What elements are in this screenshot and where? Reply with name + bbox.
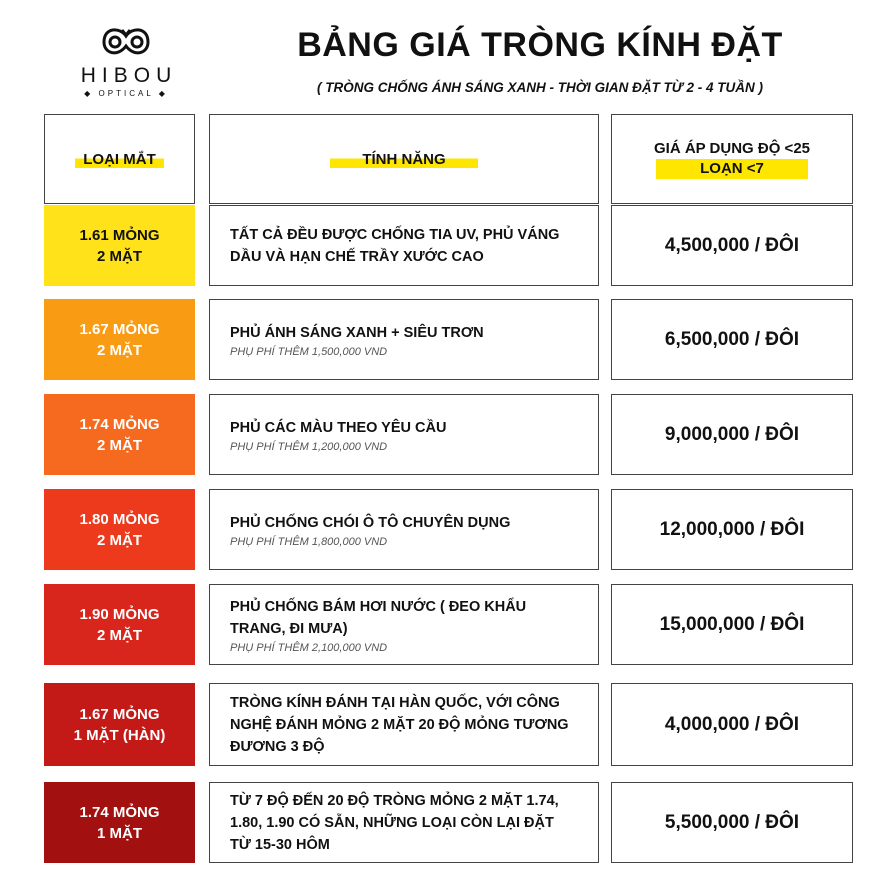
logo-subtitle: ◆ OPTICAL ◆ xyxy=(84,89,168,98)
lens-type-line1: 1.61 MỎNG xyxy=(79,226,160,244)
owl-eyes-icon xyxy=(100,26,152,60)
price-value: 15,000,000 / ĐÔI xyxy=(659,613,805,635)
lens-type-label xyxy=(79,509,159,551)
lens-type-line2: 2 MẶT xyxy=(97,531,142,549)
lens-type-line1: 1.67 MỎNG xyxy=(79,320,160,338)
surcharge-note: PHỤ PHÍ THÊM 1,800,000 VND xyxy=(230,535,388,548)
price-cell xyxy=(611,394,853,475)
lens-type-line2: 2 MẶT xyxy=(97,247,142,265)
feature-cell xyxy=(209,683,599,766)
feature-text: TỪ 7 ĐỘ ĐẾN 20 ĐỘ TRÒNG MỎNG 2 MẶT 1.74, 1.80, 1.90 CÓ SẴN, NHỮNG LOẠI CÒN LẠI ĐẶT TỪ 15-30 HÔM xyxy=(230,792,559,853)
price-value: 9,000,000 / ĐÔI xyxy=(664,423,800,445)
surcharge-note: PHỤ PHÍ THÊM 2,100,000 VND xyxy=(230,641,388,654)
lens-type-line2: 1 MẶT xyxy=(97,824,142,842)
lens-type-cell xyxy=(44,782,195,863)
lens-type-label xyxy=(79,604,159,646)
header-lens-type-label: LOẠI MẮT xyxy=(75,151,164,168)
lens-type-cell xyxy=(44,489,195,570)
feature-text: TẤT CẢ ĐỀU ĐƯỢC CHỐNG TIA UV, PHỦ VÁNG DẦU VÀ HẠN CHẾ TRẦY XƯỚC CAO xyxy=(230,226,560,265)
lens-type-line1: 1.74 MỎNG xyxy=(79,415,160,433)
page-subtitle: ( TRÒNG CHỐNG ÁNH SÁNG XANH - THỜI GIAN ĐẶT TỪ 2 - 4 TUẦN ) xyxy=(317,80,763,95)
price-cell xyxy=(611,782,853,863)
lens-type-cell xyxy=(44,584,195,665)
lens-type-label xyxy=(79,319,159,361)
header-price-line1: GIÁ ÁP DỤNG ĐỘ <25 xyxy=(653,140,810,157)
feature-text: TRÒNG KÍNH ĐÁNH TẠI HÀN QUỐC, VỚI CÔNG NGHỆ ĐÁNH MỎNG 2 MẶT 20 ĐỘ MỎNG TƯƠNG ĐƯƠNG 3 ĐỘ xyxy=(230,694,569,755)
surcharge-note: PHỤ PHÍ THÊM 1,200,000 VND xyxy=(230,440,388,453)
price-cell xyxy=(611,299,853,380)
brand-logo xyxy=(68,26,184,98)
surcharge-note: PHỤ PHÍ THÊM 1,500,000 VND xyxy=(230,345,388,358)
price-cell xyxy=(611,489,853,570)
lens-type-label xyxy=(79,414,159,456)
lens-type-line2: 2 MẶT xyxy=(97,626,142,644)
lens-type-label xyxy=(79,802,159,844)
lens-type-line2: 2 MẶT xyxy=(97,341,142,359)
feature-cell xyxy=(209,205,599,286)
lens-type-line1: 1.67 MỎNG xyxy=(79,705,160,723)
header-price xyxy=(611,114,853,204)
lens-type-label xyxy=(79,225,159,267)
header-lens-type xyxy=(44,114,195,204)
lens-type-line1: 1.90 MỎNG xyxy=(79,605,160,623)
feature-text: PHỦ CHỐNG BÁM HƠI NƯỚC ( ĐEO KHẨU TRANG, ĐI MƯA) xyxy=(230,598,527,637)
price-value: 4,000,000 / ĐÔI xyxy=(664,713,800,735)
feature-text: PHỦ CHỐNG CHÓI Ô TÔ CHUYÊN DỤNG xyxy=(230,514,511,531)
header-price-line2: LOẠN <7 xyxy=(656,159,808,179)
lens-type-line1: 1.74 MỎNG xyxy=(79,803,160,821)
price-cell xyxy=(611,584,853,665)
lens-type-line2: 2 MẶT xyxy=(97,436,142,454)
page-title: BẢNG GIÁ TRÒNG KÍNH ĐẶT xyxy=(297,26,783,64)
feature-cell xyxy=(209,394,599,475)
price-cell xyxy=(611,683,853,766)
price-value: 12,000,000 / ĐÔI xyxy=(659,518,805,540)
price-value: 4,500,000 / ĐÔI xyxy=(664,234,800,256)
lens-type-cell xyxy=(44,205,195,286)
feature-cell xyxy=(209,584,599,665)
lens-type-cell xyxy=(44,683,195,766)
lens-type-cell xyxy=(44,299,195,380)
lens-type-line2: 1 MẶT (HÀN) xyxy=(73,726,166,744)
price-value: 6,500,000 / ĐÔI xyxy=(664,328,800,350)
logo-name: HIBOU xyxy=(80,64,178,87)
feature-cell xyxy=(209,782,599,863)
price-value: 5,500,000 / ĐÔI xyxy=(664,811,800,833)
lens-type-label xyxy=(74,704,166,746)
price-cell xyxy=(611,205,853,286)
feature-text: PHỦ ÁNH SÁNG XANH + SIÊU TRƠN xyxy=(230,324,484,341)
header-features xyxy=(209,114,599,204)
feature-cell xyxy=(209,489,599,570)
lens-type-line1: 1.80 MỎNG xyxy=(79,510,160,528)
header-features-label: TÍNH NĂNG xyxy=(330,151,477,168)
lens-type-cell xyxy=(44,394,195,475)
feature-text: PHỦ CÁC MÀU THEO YÊU CẦU xyxy=(230,419,447,436)
feature-cell xyxy=(209,299,599,380)
